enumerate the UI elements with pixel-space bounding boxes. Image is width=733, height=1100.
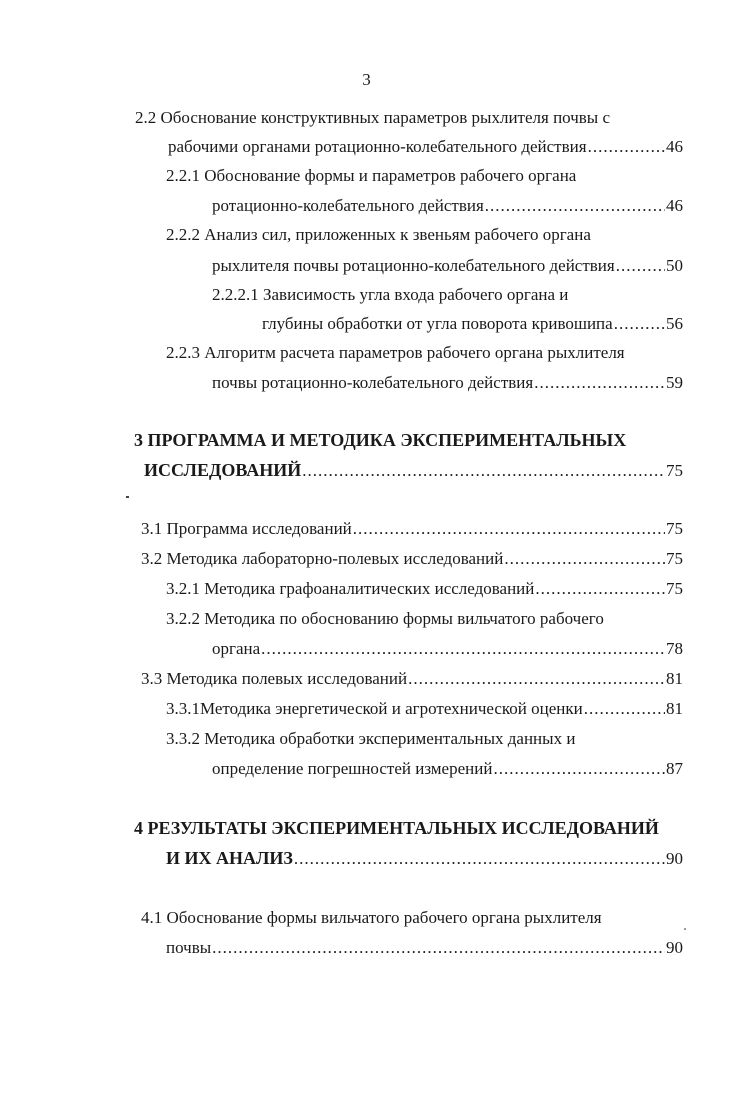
toc-2-2-1-title: 2.2.1 Обоснование формы и параметров рабочего органа xyxy=(166,166,577,185)
toc-4-1-entry[interactable] xyxy=(166,938,683,958)
page-number: 3 xyxy=(362,70,371,89)
toc-chapter-4-title: 4 РЕЗУЛЬТАТЫ ЭКСПЕРИМЕНТАЛЬНЫХ ИССЛЕДОВАНИЙ xyxy=(134,818,659,838)
toc-3-3-2-title-cont: определение погрешностей измерений xyxy=(212,759,493,778)
toc-3-3-title: 3.3 Методика полевых исследований xyxy=(141,669,408,688)
leader-dots xyxy=(534,373,665,393)
toc-2-2-2-entry[interactable] xyxy=(212,256,683,276)
toc-3-2-title: 3.2 Методика лабораторно-полевых исследований xyxy=(141,549,504,568)
toc-2-2-2-1-entry[interactable] xyxy=(262,314,683,334)
toc-3-1-page: 75 xyxy=(666,519,683,538)
toc-chapter-4-page: 90 xyxy=(666,849,683,868)
toc-2-2-3-entry[interactable] xyxy=(212,373,683,393)
toc-chapter-3-title: 3 ПРОГРАММА И МЕТОДИКА ЭКСПЕРИМЕНТАЛЬНЫХ xyxy=(134,430,627,450)
leader-dots xyxy=(584,699,665,719)
leader-dots xyxy=(302,461,665,481)
toc-2-2-2-1-page: 56 xyxy=(666,314,683,333)
toc-3-3-1-page: 81 xyxy=(666,699,683,718)
toc-3-2-1-title: 3.2.1 Методика графоаналитических исследований xyxy=(166,579,535,598)
leader-dots xyxy=(353,519,665,539)
leader-dots xyxy=(616,256,665,276)
toc-3-2-2-page: 78 xyxy=(666,639,683,658)
toc-chapter-4-entry[interactable] xyxy=(166,848,683,869)
toc-2-2-1-page: 46 xyxy=(666,196,683,215)
toc-2-2-3-title: 2.2.3 Алгоритм расчета параметров рабочего органа рыхлителя xyxy=(166,343,625,362)
toc-4-1-title: 4.1 Обоснование формы вильчатого рабочего органа рыхлителя xyxy=(141,908,602,927)
toc-3-1-entry[interactable] xyxy=(141,519,683,539)
toc-3-2-1-page: 75 xyxy=(666,579,683,598)
toc-2-2-2-page: 50 xyxy=(666,256,683,275)
toc-3-3-2-page: 87 xyxy=(666,759,683,778)
toc-3-3-entry[interactable] xyxy=(141,669,683,689)
toc-2-2-entry[interactable] xyxy=(168,137,683,157)
toc-4-1-page: 90 xyxy=(666,938,683,957)
toc-3-3-page: 81 xyxy=(666,669,683,688)
toc-2-2-1-title-cont: ротационно-колебательного действия xyxy=(212,196,484,215)
leader-dots xyxy=(261,639,665,659)
toc-4-1-title-cont: почвы xyxy=(166,938,212,957)
toc-chapter-3-page: 75 xyxy=(666,461,683,480)
toc-2-2-3-page: 59 xyxy=(666,373,683,392)
toc-3-3-2-entry[interactable] xyxy=(212,759,683,779)
toc-2-2-title: 2.2 Обоснование конструктивных параметров рыхлителя почвы с xyxy=(135,108,611,127)
toc-3-3-2-title: 3.3.2 Методика обработки экспериментальных данных и xyxy=(166,729,576,748)
toc-2-2-1-entry[interactable] xyxy=(212,196,683,216)
leader-dots xyxy=(535,579,665,599)
leader-dots xyxy=(408,669,665,689)
scan-speck xyxy=(684,928,686,930)
leader-dots xyxy=(212,938,665,958)
toc-2-2-2-title-cont: рыхлителя почвы ротационно-колебательного действия xyxy=(212,256,615,275)
toc-chapter-3-entry[interactable] xyxy=(144,460,683,481)
leader-dots xyxy=(493,759,665,779)
toc-2-2-2-1-title-cont: глубины обработки от угла поворота кривошипа xyxy=(262,314,613,333)
leader-dots xyxy=(485,196,665,216)
toc-3-2-2-title: 3.2.2 Методика по обоснованию формы вильчатого рабочего xyxy=(166,609,604,628)
toc-3-1-title: 3.1 Программа исследований xyxy=(141,519,352,538)
toc-2-2-2-1-title: 2.2.2.1 Зависимость угла входа рабочего органа и xyxy=(212,285,569,304)
toc-2-2-page: 46 xyxy=(666,137,683,156)
toc-2-2-2-title: 2.2.2 Анализ сил, приложенных к звеньям рабочего органа xyxy=(166,225,591,244)
toc-3-2-2-title-cont: органа xyxy=(212,639,261,658)
toc-3-2-1-entry[interactable] xyxy=(166,579,683,599)
leader-dots xyxy=(614,314,665,334)
scan-mark xyxy=(126,496,129,498)
toc-3-2-entry[interactable] xyxy=(141,549,683,569)
leader-dots xyxy=(504,549,665,569)
toc-chapter-3-title-cont: ИССЛЕДОВАНИЙ xyxy=(144,460,302,480)
toc-3-3-1-title: 3.3.1Методика энергетической и агротехнической оценки xyxy=(166,699,583,718)
leader-dots xyxy=(294,849,665,869)
toc-2-2-title-cont: рабочими органами ротационно-колебательного действия xyxy=(168,137,587,156)
toc-3-3-1-entry[interactable] xyxy=(166,699,683,719)
toc-chapter-4-title-cont: И ИХ АНАЛИЗ xyxy=(166,848,293,868)
toc-2-2-3-title-cont: почвы ротационно-колебательного действия xyxy=(212,373,534,392)
toc-3-2-page: 75 xyxy=(666,549,683,568)
toc-3-2-2-entry[interactable] xyxy=(212,639,683,659)
leader-dots xyxy=(588,137,665,157)
